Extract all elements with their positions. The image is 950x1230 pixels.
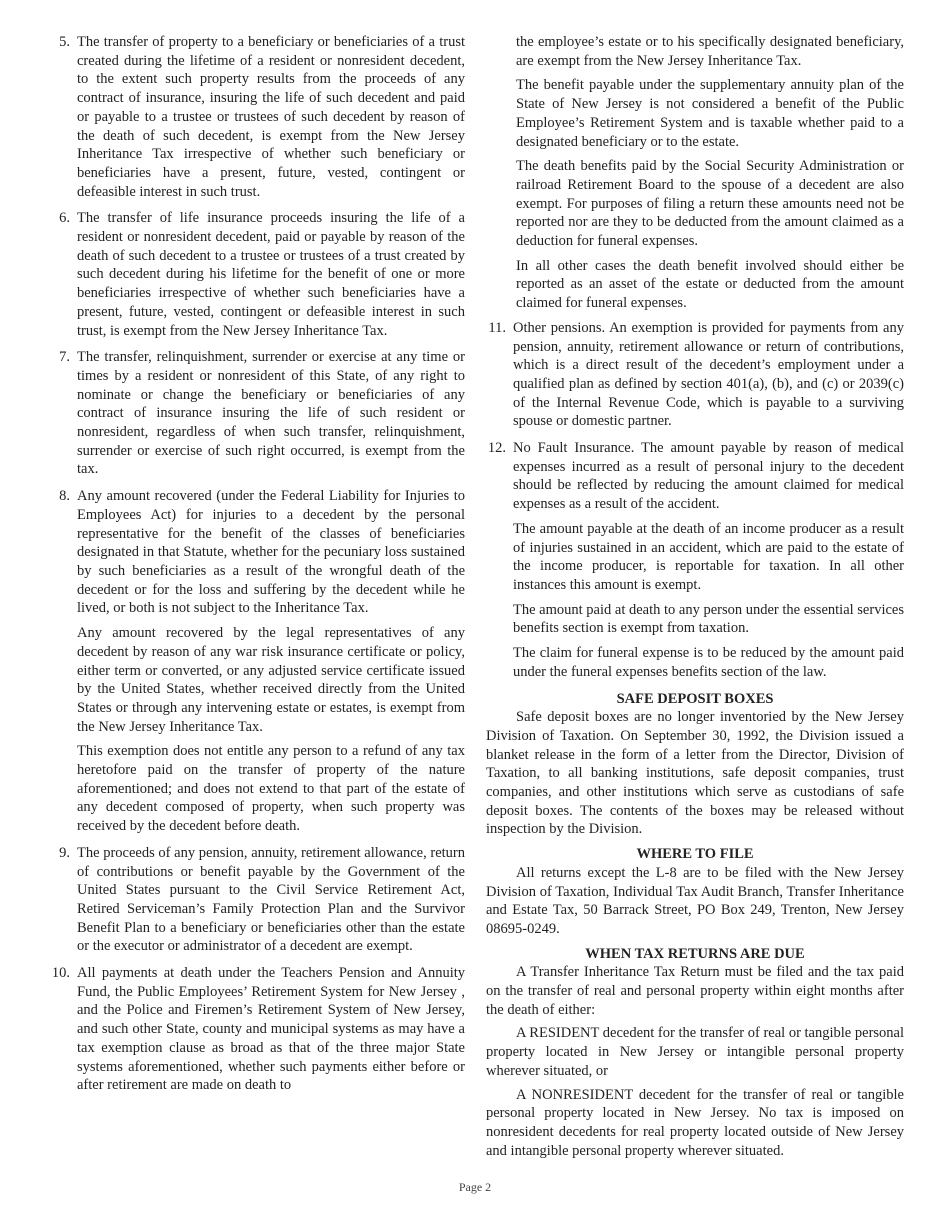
section-paragraph: A RESIDENT decedent for the transfer of real or tangible personal property located in New Jersey or intangible personal property wherever situated, or [486, 1025, 904, 1079]
item-paragraph: Other pensions. An exemption is provided for payments from any pension, annuity, retirement allowance or return of contributions, which is a direct result of the decedent’s employment under a qualified plan as defined by section 401(a), (b), and (c) or 2039(c) of the Internal Revenue Code, which is payable to a surviving spouse or domestic partner. [513, 319, 904, 430]
page-number: Page 2 [458, 1180, 492, 1194]
item-paragraph: the employee’s estate or to his specifically designated beneficiary, are exempt from the New Jersey Inheritance Tax. [516, 34, 904, 69]
item-number: 6. [59, 210, 70, 227]
item-paragraph: Any amount recovered by the legal representatives of any decedent by reason of any war risk insurance certificate or policy, either term or converted, or any adjusted service certificate issued by the United States, whether received directly from the United States or through any intervening estate or estates, is exempt from the New Jersey Inheritance Tax. [77, 625, 465, 735]
item-number: 11. [488, 319, 506, 336]
section-paragraph: A NONRESIDENT decedent for the transfer of real or tangible personal property located in New Jersey. No tax is imposed on nonresident decedents for real property located outside of New Jersey and intangible personal property wherever situated. [486, 1086, 904, 1159]
item-paragraph: In all other cases the death benefit involved should either be reported as an asset of the estate or deducted from the amount claimed for funeral expenses. [516, 257, 904, 312]
section-heading: WHEN TAX RETURNS ARE DUE [585, 945, 805, 962]
exemption-item-12 [486, 439, 904, 681]
exemption-item-11 [486, 319, 904, 431]
section-heading: SAFE DEPOSIT BOXES [616, 690, 774, 707]
section-paragraph: Safe deposit boxes are no longer inventoried by the New Jersey Division of Taxation. On September 30, 1992, the Division issued a blanket release in the form of a letter from the Director, Division of Taxation, to all banking institutions, safe deposit companies, trust companies, and other institutions which serve as custodians of safe deposit boxes. The contents of the boxes may be released without inspection by the Division. [486, 709, 904, 838]
item-paragraph: The claim for funeral expense is to be reduced by the amount paid under the funeral expenses benefits section of the law. [513, 645, 904, 680]
item-paragraph: The amount payable at the death of an income producer as a result of injuries sustained in an accident, which are paid to the estate of the income producer, is reportable for taxation. In all other instances this amount is exempt. [513, 520, 904, 593]
item-paragraph: The transfer of life insurance proceeds insuring the life of a resident or nonresident decedent, paid or payable by reason of the death of such decedent to a trustee or trustees of a trust created by such decedent during his lifetime for the benefit of one or more beneficiaries irrespective of whether such beneficiaries have a present, future, vested, contingent or defeasible interest in such trust, is exempt from the New Jersey Inheritance Tax. [77, 210, 465, 339]
section-paragraph: A Transfer Inheritance Tax Return must be filed and the tax paid on the transfer of real and personal property within eight months after the death of either: [486, 964, 904, 1018]
exemption-item-10 [50, 964, 465, 1095]
item-number: 9. [59, 844, 70, 861]
section-heading: WHERE TO FILE [636, 846, 754, 863]
exemption-item-5 [50, 33, 465, 201]
item-paragraph: All payments at death under the Teachers Pension and Annuity Fund, the Public Employees’ Retirement System for New Jersey , and the Police and Firemen’s Retirement System of New Jersey, and such other State, county and municipal systems as may have a tax exemption clause as broad as that of the three major State systems aforementioned, whether such payments either before or after retirement are made on death to [77, 965, 465, 1094]
where-to-file-section [486, 845, 904, 939]
safe-deposit-section [486, 690, 904, 840]
item-number: 8. [59, 488, 70, 505]
right-column [486, 33, 904, 1160]
item-number: 10. [51, 965, 70, 982]
exemption-item-9 [50, 844, 465, 956]
item-paragraph: The transfer of property to a beneficiary or beneficiaries of a trust created during the lifetime of a resident or nonresident decedent, to the extent such property results from the proceeds of any contract of insurance, insuring the life of such decedent and paid or payable to a trustee or trustees of such decedent by reason of the death of such decedent, is exempt from the New Jersey Inheritance Tax irrespective of whether such beneficiary or beneficiaries have a present, future, vested, contingent or defeasible interest in such trust. [77, 34, 465, 200]
item-paragraph: Any amount recovered (under the Federal Liability for Injuries to Employees Act) for injuries to a decedent by the personal representative for the benefit of the classes of beneficiaries designated in that Statute, whether for the pecuniary loss sustained by such beneficiaries as a result of the wrongful death of the decedent or for the loss and suffering by the decedent while he lived, or both is not subject to the Inheritance Tax. [77, 488, 465, 617]
item-number: 12. [487, 440, 506, 457]
item-paragraph: The death benefits paid by the Social Security Administration or railroad Retirement Board to the spouse of a decedent are also exempt. For purposes of filing a return these amounts need not be reported nor are they to be deducted from the amount claimed as a deduction for funeral expenses. [516, 158, 904, 250]
item-paragraph: This exemption does not entitle any person to a refund of any tax heretofore paid on the transfer of property of the nature aforementioned; and does not extend to that part of the estate of any decedent composed of property, when such property was received by the decedent before death. [77, 743, 465, 835]
item-paragraph: The amount paid at death to any person under the essential services benefits section is exempt from taxation. [513, 601, 904, 637]
exemption-item-10-continued [486, 33, 904, 313]
item-number: 7. [59, 349, 70, 366]
left-column [50, 33, 465, 1103]
section-paragraph: All returns except the L-8 are to be filed with the New Jersey Division of Taxation, Individual Tax Audit Branch, Transfer Inheritance and Estate Tax, 50 Barrack Street, PO Box 249, Trenton, New Jersey 08695-0249. [486, 864, 904, 937]
item-paragraph: The transfer, relinquishment, surrender or exercise at any time or times by a resident or nonresident of this State, of any right to nominate or change the beneficiary or beneficiaries of any contract of insurance insuring the life of such resident or nonresident, regardless of when such transfer, relinquishment, surrender or exercise of such right occurred, is exempt from the tax. [77, 349, 465, 478]
exemption-item-8 [50, 487, 465, 836]
item-paragraph: The benefit payable under the supplementary annuity plan of the State of New Jersey is not considered a benefit of the Public Employee’s Retirement System and is taxable whether paid to a designated beneficiary or to the estate. [516, 77, 904, 150]
when-returns-due-section [486, 945, 904, 1161]
item-paragraph: No Fault Insurance. The amount payable by reason of medical expenses incurred as a result of personal injury to the decedent should be reflected by reducing the amount claimed for medical expenses as a result of the accident. [513, 440, 904, 513]
exemption-item-6 [50, 209, 465, 340]
exemption-item-7 [50, 348, 465, 479]
item-number: 5. [59, 34, 70, 50]
item-paragraph: The proceeds of any pension, annuity, retirement allowance, return of contributions or benefit payable by the Government of the United States pursuant to the Civil Service Retirement Act, Retired Serviceman’s Family Protection Plan and the Survivor Benefit Plan to a beneficiary or beneficiaries other than the estate or the executor or administrator of a decedent are exempt. [77, 844, 465, 955]
